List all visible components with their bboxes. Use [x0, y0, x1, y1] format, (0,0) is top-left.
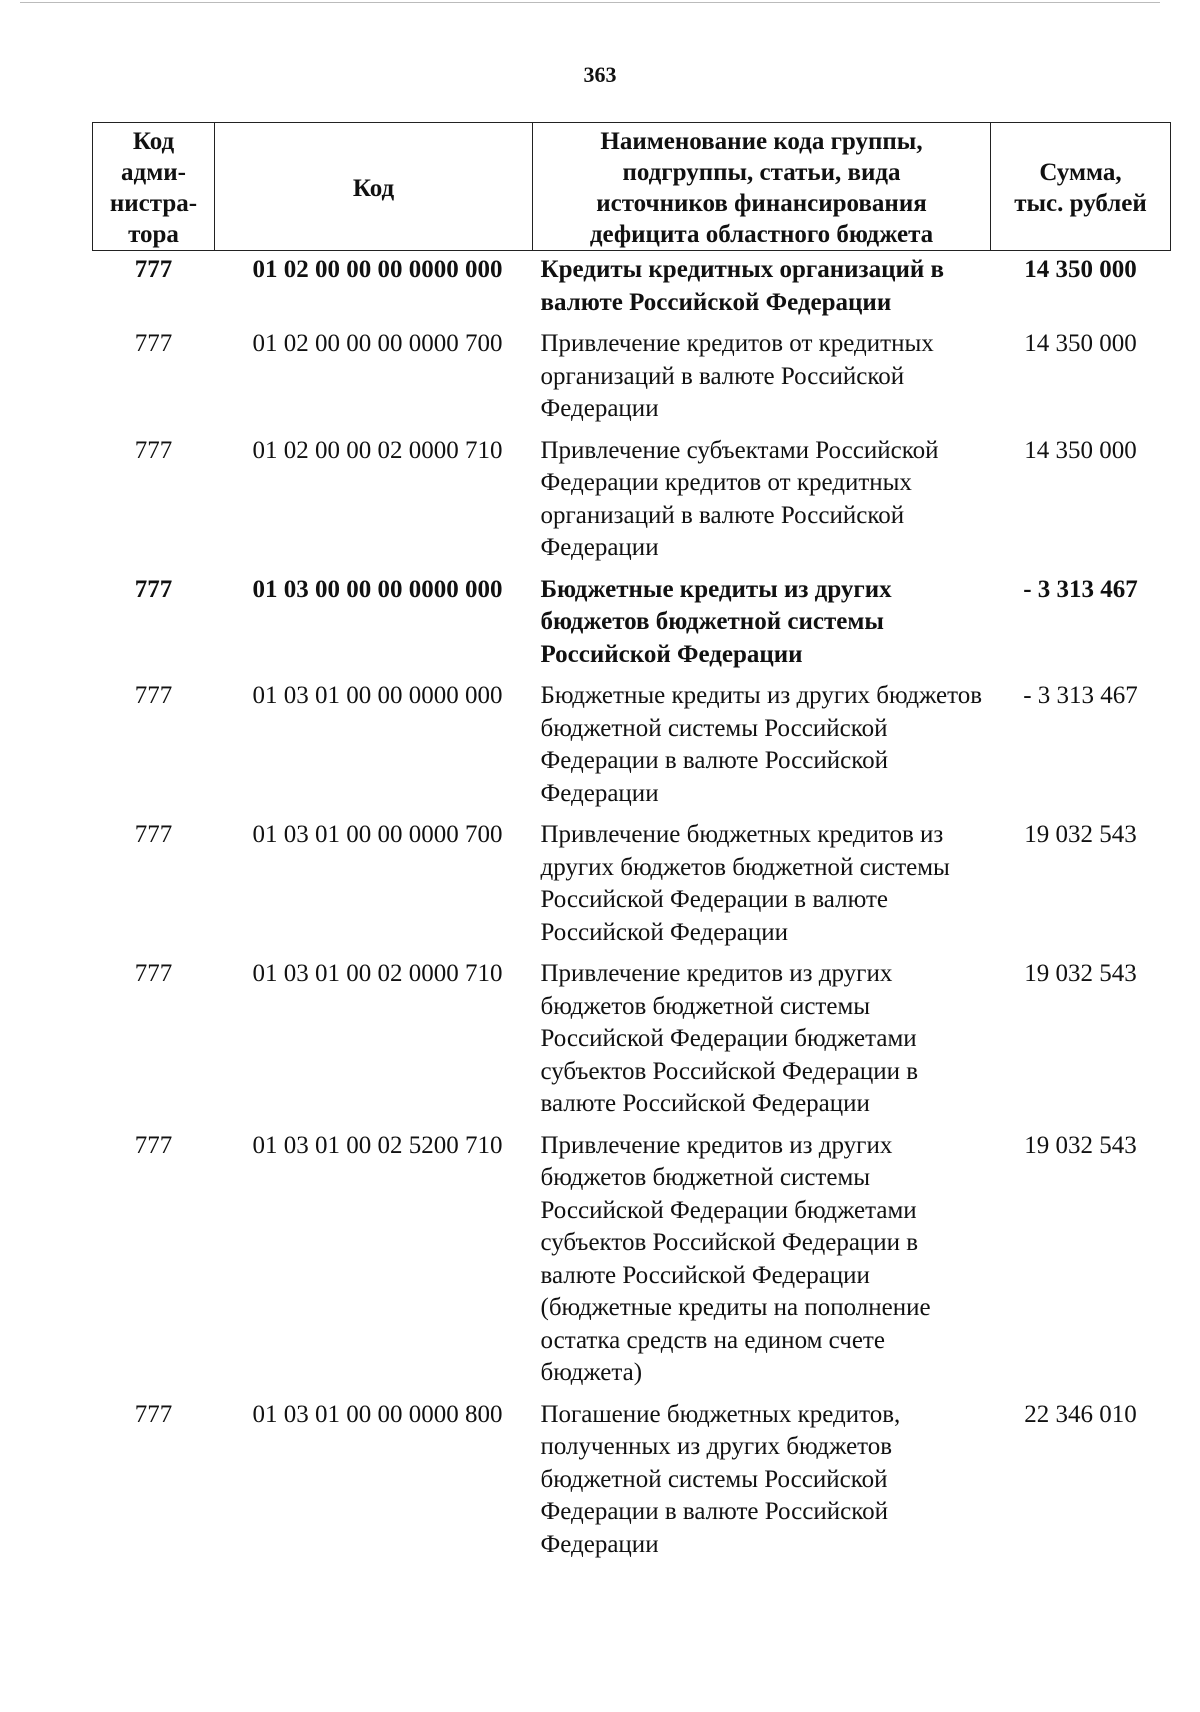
name-cell: Привлечение кредитов из других бюджетов бюджетной системы Российской Федерации бюджетами субъектов Российской Федерации в валюте Российской Федерации (бюджетные кредиты на пополнение остатка средств на едином счете бюджета)	[540, 1131, 931, 1386]
table-row	[93, 1396, 1171, 1568]
admin-code-cell: 777	[134, 1400, 173, 1428]
sum-cell: 19 032 543	[1024, 821, 1137, 848]
scan-top-edge	[20, 2, 1160, 3]
table-row	[93, 955, 1171, 1127]
code-cell: 01 02 00 00 00 0000 700	[252, 330, 503, 357]
table-row	[93, 325, 1171, 432]
sum-cell: 14 350 000	[1024, 256, 1137, 283]
header-code: Код	[215, 123, 533, 251]
table-row	[93, 571, 1171, 678]
name-cell: Привлечение кредитов от кредитных организаций в валюте Российской Федерации	[540, 330, 934, 422]
sum-cell: - 3 313 467	[1023, 575, 1138, 603]
header-admin-code: Код адми- нистра- тора	[93, 123, 215, 251]
name-cell: Бюджетные кредиты из других бюджетов бюджетной системы Российской Федерации	[540, 575, 892, 668]
code-cell: 01 03 01 00 02 5200 710	[252, 1131, 503, 1159]
page-number: 363	[583, 62, 617, 87]
name-cell: Привлечение кредитов из других бюджетов бюджетной системы Российской Федерации бюджетами субъектов Российской Федерации в валюте Российской Федерации	[540, 960, 919, 1117]
code-cell: 01 03 01 00 00 0000 700	[252, 821, 503, 848]
admin-code-cell: 777	[134, 821, 173, 848]
name-cell: Привлечение бюджетных кредитов из других бюджетов бюджетной системы Российской Федерации в валюте Российской Федерации	[540, 821, 950, 946]
code-cell: 01 02 00 00 00 0000 000	[252, 256, 503, 283]
sum-cell: 22 346 010	[1024, 1400, 1137, 1428]
code-cell: 01 03 00 00 00 0000 000	[252, 575, 503, 603]
table-row	[93, 251, 1171, 326]
name-cell: Привлечение субъектами Российской Федерации кредитов от кредитных организаций в валюте Российской Федерации	[540, 436, 939, 561]
admin-code-cell: 777	[134, 436, 173, 464]
name-cell: Бюджетные кредиты из других бюджетов бюджетной системы Российской Федерации в валюте Российской Федерации	[540, 682, 983, 807]
sum-cell: 19 032 543	[1024, 1131, 1137, 1159]
header-sum: Сумма, тыс. рублей	[991, 123, 1171, 251]
admin-code-cell: 777	[134, 575, 173, 603]
admin-code-cell: 777	[134, 960, 173, 987]
sum-cell: 14 350 000	[1024, 436, 1137, 464]
table-row	[93, 1127, 1171, 1396]
code-cell: 01 03 01 00 00 0000 000	[252, 682, 503, 709]
name-cell: Кредиты кредитных организаций в валюте Российской Федерации	[540, 256, 945, 316]
header-row	[93, 123, 1171, 251]
table-row	[93, 677, 1171, 816]
admin-code-cell: 777	[134, 682, 173, 709]
sum-cell: 14 350 000	[1024, 330, 1137, 357]
table-header	[93, 123, 1171, 251]
sum-cell: 19 032 543	[1024, 960, 1137, 987]
header-name: Наименование кода группы, подгруппы, статьи, вида источников финансирования дефицита областного бюджета	[533, 123, 991, 251]
budget-sources-table	[92, 122, 1171, 1567]
name-cell: Погашение бюджетных кредитов, полученных из других бюджетов бюджетной системы Российской Федерации в валюте Российской Федерации	[540, 1400, 901, 1558]
code-cell: 01 03 01 00 00 0000 800	[252, 1400, 503, 1428]
table-row	[93, 432, 1171, 571]
admin-code-cell: 777	[134, 330, 173, 357]
sum-cell: - 3 313 467	[1023, 682, 1138, 709]
code-cell: 01 02 00 00 02 0000 710	[252, 436, 503, 464]
table-row	[93, 816, 1171, 955]
code-cell: 01 03 01 00 02 0000 710	[252, 960, 503, 987]
table-body	[93, 251, 1171, 1568]
admin-code-cell: 777	[134, 1131, 173, 1159]
admin-code-cell: 777	[134, 256, 173, 283]
